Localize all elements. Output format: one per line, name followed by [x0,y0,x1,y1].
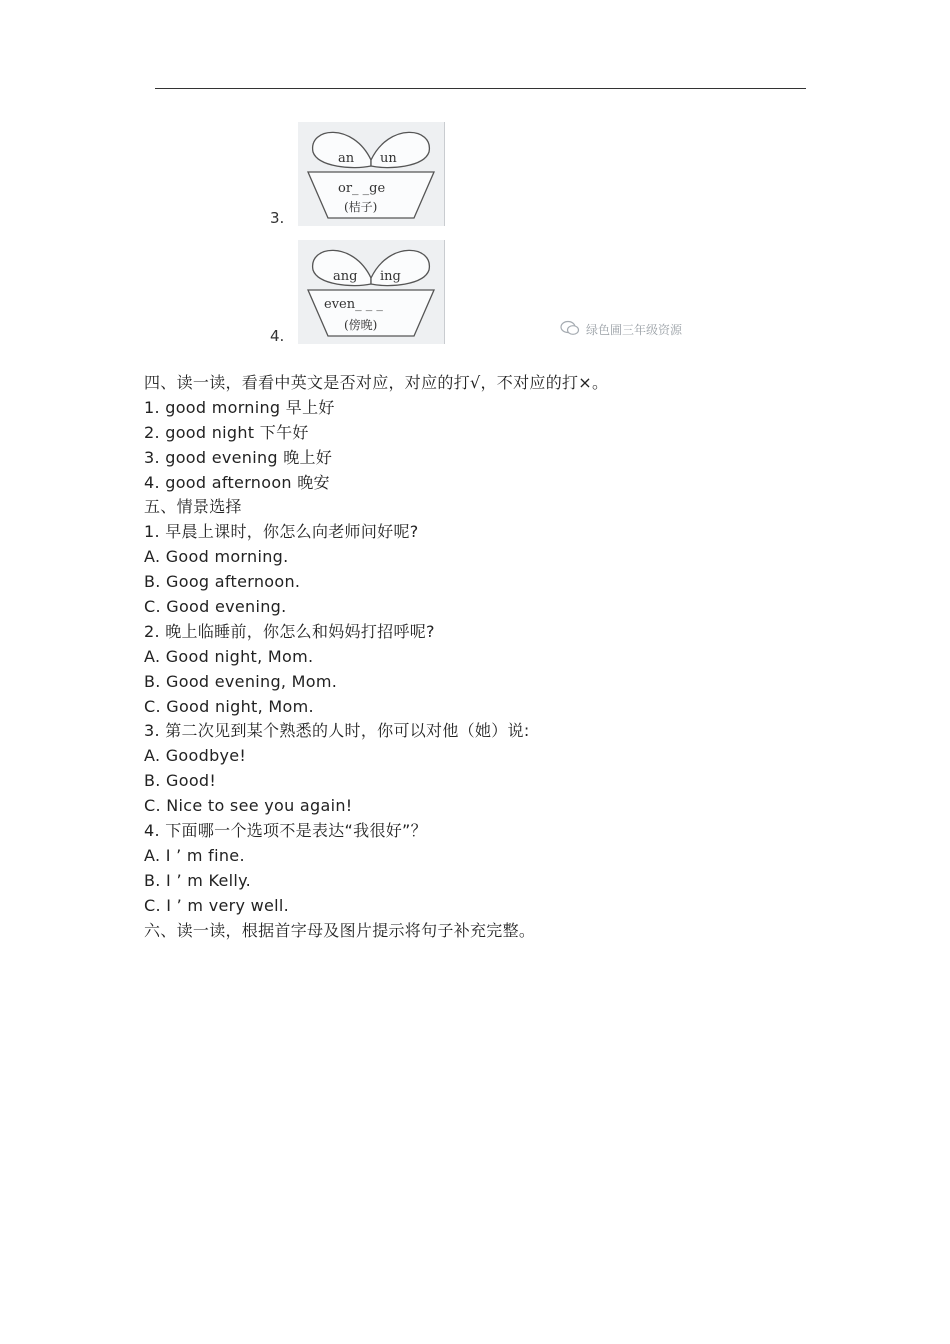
text-line: A. Good night, Mom. [144,646,314,666]
text-line: A. I ’ m fine. [144,845,245,865]
text-line: 1. good morning 早上好 [144,397,335,417]
puzzle-word: or_ _ge [338,181,386,196]
watermark [560,320,682,339]
text-line: 3. good evening 晚上好 [144,447,333,467]
text-line: 4. 下面哪一个选项不是表达“我很好”？ [144,821,427,841]
left-wing-text: an [338,151,355,166]
exercise-content [144,371,804,943]
text-line: B. Goog afternoon. [144,572,301,592]
text-line: A. Good morning. [144,547,289,567]
text-line: 1. 早晨上课时，你怎么向老师问好呢? [144,522,419,542]
text-line: 4. good afternoon 晚安 [144,472,330,492]
wechat-icon [560,320,580,339]
butterfly-puzzle-image [298,240,445,344]
text-line: 五、情景选择 [144,497,242,517]
text-line: C. I ’ m very well. [144,895,290,915]
right-wing-text: un [380,151,397,166]
puzzle-item-4 [270,240,450,348]
text-line: 2. good night 下午好 [144,422,309,442]
text-line: 3. 第二次见到某个熟悉的人时，你可以对他（她）说: [144,721,530,741]
text-line: A. Goodbye! [144,746,247,766]
text-line: B. Good evening, Mom. [144,671,338,691]
left-wing-text: ang [333,269,358,284]
puzzle-hint: (桔子) [344,200,378,214]
right-wing-text: ing [380,269,401,284]
text-line: C. Nice to see you again! [144,796,353,816]
puzzle-item-3 [270,122,450,230]
text-line: 2. 晚上临睡前，你怎么和妈妈打招呼呢? [144,621,435,641]
text-line: B. Good! [144,771,217,791]
butterfly-puzzle-image [298,122,445,226]
header-rule [155,88,806,89]
puzzle-hint: (傍晚) [344,318,378,332]
puzzle-number: 4. [270,327,285,345]
text-line: C. Good night, Mom. [144,696,314,716]
text-line: 四、读一读，看看中英文是否对应，对应的打√，不对应的打×。 [144,373,609,392]
watermark-text: 绿色圃三年级资源 [586,323,683,337]
text-line: 六、读一读，根据首字母及图片提示将句子补充完整。 [144,920,536,940]
text-line: B. I ’ m Kelly. [144,870,251,890]
puzzle-word: even_ _ _ [324,297,383,312]
puzzle-number: 3. [270,209,285,227]
text-line: C. Good evening. [144,597,287,617]
